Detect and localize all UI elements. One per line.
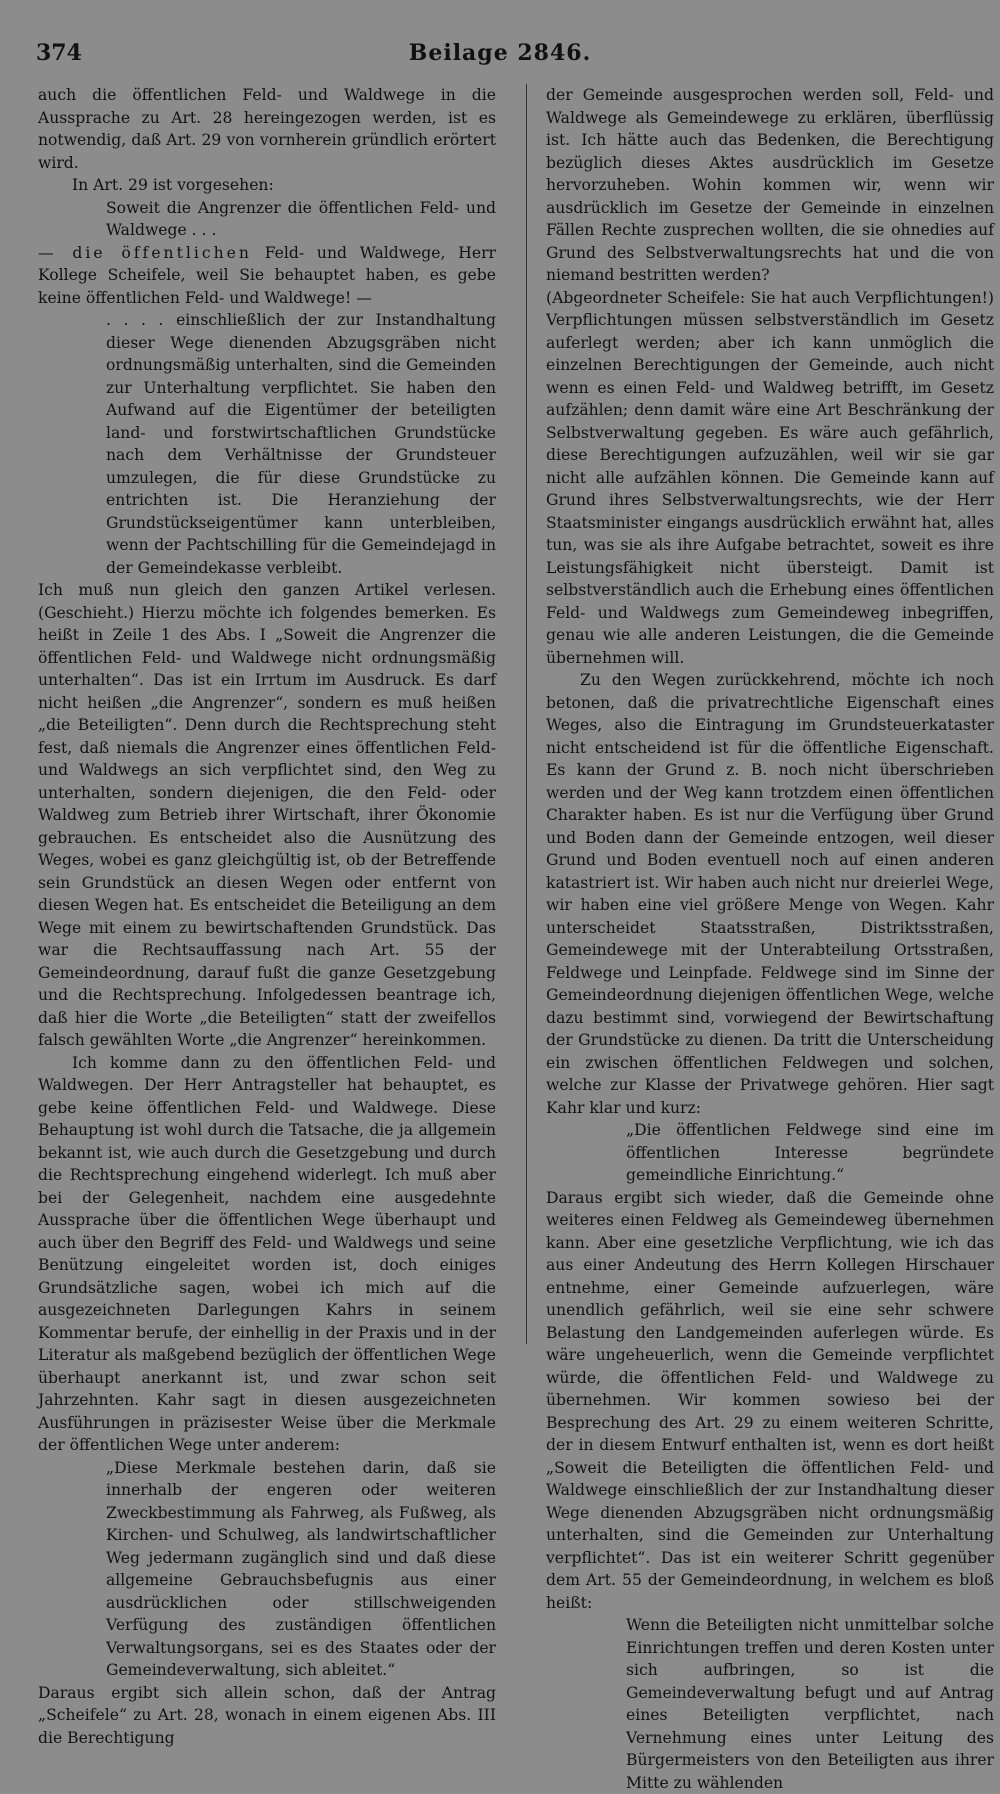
quote: „Diese Merkmale bestehen darin, daß sie innerhalb der engeren oder weiteren Zweckbestimmung als Fahrweg, als Fußweg, als Kirchen- und Schulweg, als landwirtschaftlicher Weg jedermann zugänglich sind und daß diese allgemeine Gebrauchsbefugnis aus einer ausdrücklichen oder stillschweigenden Verfügung des zuständigen öffentlichen Verwaltungsorgans, sei es des Staates oder der Gemeindeverwaltung, sich ableitet.“ bbox=[106, 1458, 496, 1679]
page-header bbox=[36, 40, 964, 70]
paragraph: Zu den Wegen zurückkehrend, möchte ich noch betonen, daß die privatrechtliche Eigenschaft eines Weges, also die Eintragung im Grundsteuerkataster nicht entscheidend ist für die öffentliche Eigenschaft. Es kann der Grund z. B. noch nicht überschrieben werden und der Weg kann trotzdem einen öffentlichen Charakter haben. Es ist nur die Verfügung über Grund und Boden dann der Gemeinde entzogen, weil dieser Grund und Boden eventuell noch auf einen anderen katastriert ist. Wir haben auch nicht nur dreierlei Wege, wir haben eine viel größere Menge von Wegen. Kahr unterscheidet Staatsstraßen, Distriktsstraßen, Gemeindewege mit der Unterabteilung Ortsstraßen, Feldwege und Leinpfade. Feldwege sind im Sinne der Gemeindeordnung diejenigen öffentlichen Wege, welche dazu bestimmt sind, vorwiegend der Bewirtschaftung der Grundstücke zu dienen. Da tritt die Unterscheidung ein zwischen öffentlichen Feldwegen und solchen, welche zur Klasse der Privatwege gehören. Hier sagt Kahr klar und kurz: bbox=[546, 671, 994, 1117]
paragraph: In Art. 29 ist vorgesehen: bbox=[72, 176, 274, 194]
paragraph: auch die öffentlichen Feld- und Waldwege in die Aussprache zu Art. 28 hereingezogen werden, ist es notwendig, daß Art. 29 von vornherein gründlich erörtert wird. bbox=[38, 86, 496, 172]
quote: Soweit die Angrenzer die öffentlichen Feld- und Waldwege . . . bbox=[106, 198, 496, 239]
paragraph: der Gemeinde ausgesprochen werden soll, Feld- und Waldwege als Gemeindewege zu erklären, überflüssig ist. Ich hätte auch das Bedenken, die Berechtigung bezüglich dieses Aktes ausdrücklich im Gesetze hervorzuheben. Wohin kommen wir, wenn wir ausdrücklich im Gesetze der Gemeinde in einzelnen Fällen Rechte zusprechen wollten, die sie ohnedies auf Grund des Selbstverwaltungsrechts hat und die von niemand bestritten werden? bbox=[546, 86, 994, 284]
paragraph bbox=[38, 242, 496, 310]
paragraph: Ich muß nun gleich den ganzen Artikel verlesen. (Geschieht.) Hierzu möchte ich folgendes bemerken. Es heißt in Zeile 1 des Abs. I „Soweit die Angrenzer die öffentlichen Feld- und Waldwege nicht ordnungsmäßig unterhalten“. Das ist ein Irrtum im Ausdruck. Es darf nicht heißen „die Angrenzer“, sondern es muß heißen „die Beteiligten“. Denn durch die Rechtsprechung steht fest, daß niemals die Angrenzer eines öffentlichen Feld- und Waldwegs an sich verpflichtet sind, den Weg zu unterhalten, sondern diejenigen, die den Feld- oder Waldweg zum Betrieb ihrer Wirtschaft, ihrer Ökonomie gebrauchen. Es entscheidet also die Ausnützung des Weges, wobei es ganz gleichgültig ist, ob der Betreffende sein Grundstück an diesen Wegen oder entfernt von diesen Wegen hat. Es entscheidet die Beteiligung an dem Wege mit einem zu bewirtschaftenden Grundstück. Das war die Rechtsauffassung nach Art. 55 der Gemeindeordnung, darauf fußt die ganze Gesetzgebung und die Rechtsprechung. Infolgedessen beantrage ich, daß hier die Worte „die Beteiligten“ statt der zweifellos falsch gewählten Worte „die Angrenzer“ hereinkommen. bbox=[38, 581, 496, 1049]
quote: . . . . einschließlich der zur Instandhaltung dieser Wege dienenden Abzugsgräben nicht ordnungsmäßig unterhalten, sind die Gemeinden zur Unterhaltung verpflichtet. Sie haben den Aufwand auf die Eigentümer der beteiligten land- und forstwirtschaftlichen Grundstücke nach dem Verhältnisse der Grundsteuer umzulegen, die für diese Grundstücke zu entrichten ist. Die Heranziehung der Grundstückseigentümer kann unterbleiben, wenn der Pachtschilling für die Gemeindejagd in der Gemeindekasse verbleibt. bbox=[106, 311, 496, 577]
right-column bbox=[546, 84, 994, 1792]
column-divider bbox=[526, 84, 527, 1344]
spaced-text: — die öffentlichen bbox=[38, 243, 252, 262]
running-title: Beilage 2846. bbox=[408, 40, 592, 66]
paragraph-text: Feld- und Waldwege, Herr Kollege Scheifele, weil Sie behauptet haben, es gebe keine öffentlichen Feld- und Waldwege! — bbox=[38, 243, 497, 307]
paragraph: (Abgeordneter Scheifele: Sie hat auch Verpflichtungen!) Verpflichtungen müssen selbstverständlich im Gesetz auferlegt werden; aber ich kann unmöglich die einzelnen Berechtigungen der Gemeinde, auch nicht wenn es einen Feld- und Waldweg betrifft, im Gesetz aufzählen; denn damit wäre eine Art Beschränkung der Selbstverwaltung gegeben. Es wäre auch gefährlich, diese Berechtigungen aufzuzählen, weil wir sie gar nicht alle aufzählen können. Die Gemeinde kann auf Grund ihres Selbstverwaltungsrechts, wie der Herr Staatsminister eingangs ausdrücklich erwähnt hat, alles tun, was sie als ihre Aufgabe betrachtet, soweit es ihre Leistungsfähigkeit nicht übersteigt. Damit ist selbstverständlich auch die Erhebung eines öffentlichen Feld- und Waldwegs zum Gemeindeweg inbegriffen, genau wie alle anderen Leistungen, die die Gemeinde übernehmen will. bbox=[546, 288, 994, 667]
quote: „Die öffentlichen Feldwege sind eine im öffentlichen Interesse begründete gemeindliche Einrichtung.“ bbox=[626, 1121, 994, 1184]
left-column bbox=[38, 84, 497, 1747]
paragraph: Daraus ergibt sich allein schon, daß der Antrag „Scheifele“ zu Art. 28, wonach in einem eigenen Abs. III die Berechtigung bbox=[38, 1683, 496, 1747]
paragraph: Ich komme dann zu den öffentlichen Feld- und Waldwegen. Der Herr Antragsteller hat behauptet, es gebe keine öffentlichen Feld- und Waldwege. Diese Behauptung ist wohl durch die Tatsache, die ja allgemein bekannt ist, wie auch durch die Gesetzgebung und durch die Rechtsprechung eingehend widerlegt. Ich muß aber bei der Gelegenheit, nachdem eine ausgedehnte Aussprache über die öffentlichen Wege überhaupt und auch über den Begriff des Feld- und Waldwegs und seine Benützung eingeleitet worden ist, doch einiges Grundsätzliche sagen, wobei ich mich auf die ausgezeichneten Darlegungen Kahrs in seinem Kommentar berufe, der einhellig in der Praxis und in der Literatur als maßgebend bezüglich der öffentlichen Wege überhaupt anerkannt ist, und zwar schon seit Jahrzehnten. Kahr sagt in diesen ausgezeichneten Ausführungen in präzisester Weise über die Merkmale der öffentlichen Wege unter anderem: bbox=[38, 1053, 496, 1454]
page-number: 374 bbox=[36, 40, 82, 66]
paragraph: Daraus ergibt sich wieder, daß die Gemeinde ohne weiteres einen Feldweg als Gemeindeweg übernehmen kann. Aber eine gesetzliche Verpflichtung, wie ich das aus einer Andeutung des Herrn Kollegen Hirschauer entnehme, einer Gemeinde aufzuerlegen, wäre unendlich gefährlich, weil sie eine sehr schwere Belastung den Landgemeinden auferlegen würde. Es wäre ungeheuerlich, wenn die Gemeinde verpflichtet würde, die öffentlichen Feld- und Waldwege zu übernehmen. Wir kommen sowieso bei der Besprechung des Art. 29 zu einem weiteren Schritte, der in diesem Entwurf enthalten ist, wenn es dort heißt „Soweit die Beteiligten die öffentlichen Feld- und Waldwege einschließlich der zur Instandhaltung dieser Wege dienenden Abzugsgräben nicht ordnungsmäßig unterhalten, sind die Gemeinden zur Unterhaltung verpflichtet“. Das ist ein weiterer Schritt gegenüber dem Art. 55 der Gemeindeordnung, in welchem es bloß heißt: bbox=[546, 1188, 994, 1612]
quote: Wenn die Beteiligten nicht unmittelbar solche Einrichtungen treffen und deren Kosten unter sich aufbringen, so ist die Gemeindeverwaltung befugt und auf Antrag eines Beteiligten verpflichtet, nach Vernehmung eines unter Leitung des Bürgermeisters von den Beteiligten aus ihrer Mitte zu wählenden bbox=[626, 1616, 994, 1792]
